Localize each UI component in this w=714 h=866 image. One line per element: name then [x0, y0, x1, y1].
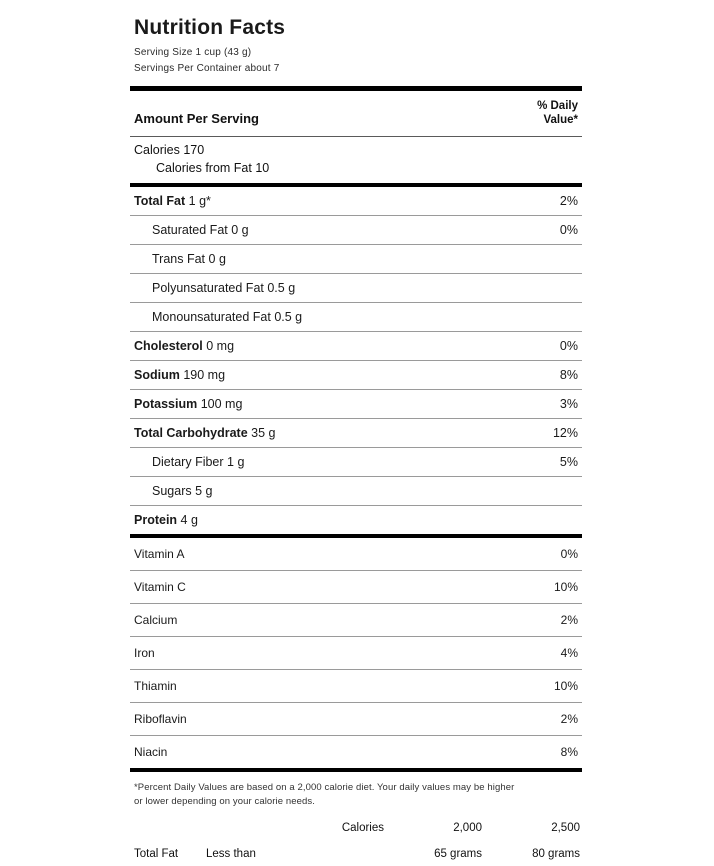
vitamin-dv: 8%	[560, 744, 578, 759]
vitamin-name: Calcium	[134, 612, 178, 627]
nutrient-name: Sodium	[134, 367, 180, 382]
table-row	[130, 390, 582, 418]
nutrient-dv: 12%	[552, 425, 578, 440]
nutrient-dv: 2%	[559, 193, 578, 208]
nutrient-dv: 0%	[559, 222, 578, 237]
nutrient-name: Protein	[134, 512, 178, 527]
daily-values-table	[130, 816, 582, 866]
dv-table-blank	[130, 816, 202, 842]
nutrient-amount: 0 g	[208, 251, 226, 266]
nutrient-name: Saturated Fat	[152, 222, 228, 237]
vitamin-dv: 4%	[560, 645, 578, 660]
table-row	[130, 477, 582, 505]
table-row	[130, 816, 582, 842]
footnote	[130, 772, 582, 813]
vitamin-name: Iron	[134, 645, 155, 660]
nutrient-amount: 0 g	[231, 222, 249, 237]
vitamin-dv: 2%	[560, 612, 578, 627]
nutrient-amount: 1 g	[227, 454, 245, 469]
amount-per-serving-label: Amount Per Serving	[134, 111, 259, 126]
table-row	[130, 187, 582, 215]
nutrient-amount: 0.5 g	[274, 309, 303, 324]
nutrition-facts-label	[130, 0, 582, 861]
nutrient-name: Total Fat	[134, 193, 186, 208]
nutrient-name: Trans Fat	[152, 251, 206, 266]
calories-block	[130, 137, 582, 183]
table-row	[130, 506, 582, 534]
dv-table-row-lessthan: Less than	[206, 848, 256, 861]
nutrient-name: Potassium	[134, 396, 198, 411]
nutrient-name: Dietary Fiber	[152, 454, 224, 469]
dv-table-col1-head: 2,000	[453, 822, 482, 835]
dv-table-row-v1: 65 grams	[434, 848, 482, 861]
vitamin-name: Niacin	[134, 744, 168, 759]
table-row	[130, 332, 582, 360]
calories-text: Calories 170	[134, 142, 205, 157]
vitamin-name: Thiamin	[134, 678, 177, 693]
table-row	[130, 419, 582, 447]
table-row	[130, 637, 582, 669]
dv-table-lessthan-head	[202, 816, 288, 842]
table-row	[130, 448, 582, 476]
calories-from-fat-text: Calories from Fat 10	[156, 160, 270, 175]
table-row	[130, 604, 582, 636]
vitamin-name: Vitamin A	[134, 546, 185, 561]
page-title: Nutrition Facts	[134, 16, 286, 39]
daily-value-header-line1: % Daily	[537, 100, 578, 112]
nutrient-name: Cholesterol	[134, 338, 203, 353]
table-row	[130, 274, 582, 302]
table-row	[130, 736, 582, 768]
dv-table-calories-head: Calories	[341, 822, 384, 835]
table-row	[130, 303, 582, 331]
nutrient-dv: 0%	[559, 338, 578, 353]
nutrient-name: Polyunsaturated Fat	[152, 280, 264, 295]
nutrient-dv: 8%	[559, 367, 578, 382]
nutrient-amount: 4 g	[180, 512, 198, 527]
table-row	[130, 245, 582, 273]
nutrient-dv: 3%	[559, 396, 578, 411]
table-row	[130, 216, 582, 244]
daily-value-header	[537, 99, 578, 128]
nutrient-amount: 100 mg	[200, 396, 243, 411]
vitamin-name: Vitamin C	[134, 579, 186, 594]
serving-size-text: Serving Size 1 cup (43 g)	[134, 47, 252, 58]
nutrient-amount: 35 g	[251, 425, 276, 440]
vitamin-dv: 10%	[553, 678, 578, 693]
dv-table-row-spacer	[288, 842, 386, 866]
daily-value-header-line2: Value*	[543, 114, 578, 127]
servings-per-container-text: Servings Per Container about 7	[134, 63, 280, 74]
footnote-line-2: or lower depending on your calorie needs.	[134, 795, 316, 807]
nutrient-amount: 0 mg	[206, 338, 235, 353]
amount-per-serving-row	[130, 91, 582, 136]
vitamin-dv: 0%	[560, 546, 578, 561]
nutrient-amount: 0.5 g	[267, 280, 296, 295]
footnote-line-1: *Percent Daily Values are based on a 2,000 calorie diet. Your daily values may be higher	[134, 781, 515, 793]
nutrient-name: Total Carbohydrate	[134, 425, 248, 440]
nutrient-amount: 1 g*	[188, 193, 211, 208]
table-row	[130, 538, 582, 570]
table-row	[130, 703, 582, 735]
nutrient-name: Sugars	[152, 483, 192, 498]
table-row	[130, 670, 582, 702]
vitamin-dv: 10%	[553, 579, 578, 594]
table-row	[130, 842, 582, 866]
vitamin-name: Riboflavin	[134, 711, 187, 726]
dv-table-col2-head: 2,500	[551, 822, 580, 835]
dv-table-row-label: Total Fat	[134, 848, 179, 861]
nutrient-amount: 190 mg	[183, 367, 226, 382]
table-row	[130, 361, 582, 389]
nutrient-name: Monounsaturated Fat	[152, 309, 271, 324]
nutrient-amount: 5 g	[195, 483, 213, 498]
nutrient-dv: 5%	[559, 454, 578, 469]
dv-table-row-v2: 80 grams	[532, 848, 580, 861]
table-row	[130, 571, 582, 603]
vitamin-dv: 2%	[560, 711, 578, 726]
